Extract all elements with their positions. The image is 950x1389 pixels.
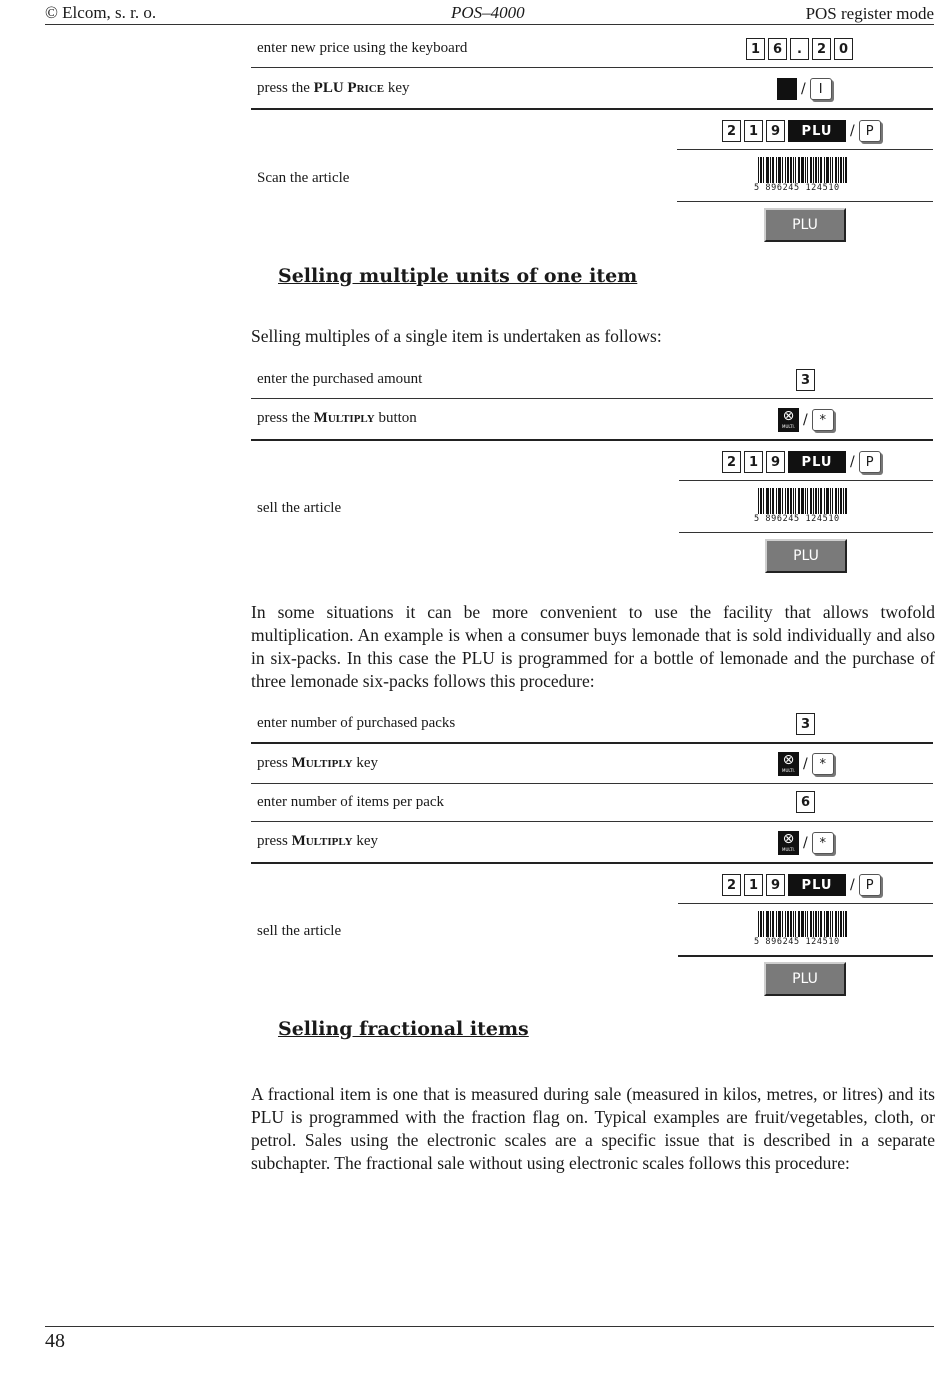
step-label: enter new price using the keyboard	[257, 40, 468, 56]
step-enter-packs	[251, 713, 933, 741]
key-1: 1	[744, 120, 763, 142]
key-p: P	[859, 451, 881, 473]
key-star: *	[812, 832, 834, 854]
key-2: 2	[722, 120, 741, 142]
key-6: 6	[768, 38, 787, 60]
plu-button-icon: PLU	[765, 539, 847, 573]
divider	[677, 201, 933, 202]
key-2: 2	[722, 451, 741, 473]
divider	[251, 108, 933, 110]
barcode-bars	[758, 488, 848, 516]
barcode-digits: 5 896245 124510	[754, 937, 850, 947]
divider	[679, 480, 933, 481]
divider	[251, 398, 933, 399]
article-keys: 2 1 9 PLU / P	[722, 451, 881, 473]
paragraph: A fractional item is one that is measured during sale (measured in kilos, metres, or litres) and its PLU is programmed with the fraction flag on. Typical examples are fruit/vegetables, cloth, or petrol. Sales using the electronic scales are a specific issue that is described in a separate subchapter. The fractional sale without using electronic scales follows this procedure:	[251, 1084, 935, 1173]
key-0: 0	[834, 38, 853, 60]
multiply-key-icon: ⊗ MULTI.	[778, 408, 799, 432]
step-label: press the PLU Price key	[257, 80, 410, 96]
key-p: P	[859, 120, 881, 142]
barcode-icon	[754, 488, 850, 526]
header-product: POS–4000	[451, 3, 525, 22]
article-keys: 2 1 9 PLU / P	[722, 120, 881, 142]
key-3: 3	[796, 369, 815, 391]
key-star: *	[812, 409, 834, 431]
header-copyright: © Elcom, s. r. o.	[45, 3, 157, 22]
key-2: 2	[722, 874, 741, 896]
barcode-digits: 5 896245 124510	[754, 183, 850, 193]
multiply-key-icon: ⊗ MULTI.	[778, 831, 799, 855]
key-3: 3	[796, 713, 815, 735]
qty-key	[796, 713, 815, 735]
step-label: enter number of items per pack	[257, 794, 445, 810]
step-label: press Multiply key	[257, 833, 379, 849]
step-label: press the Multiply button	[257, 410, 417, 426]
divider	[678, 903, 933, 904]
step-label: enter number of purchased packs	[257, 715, 456, 731]
divider	[251, 742, 933, 744]
divider	[677, 149, 933, 150]
qty-key	[796, 369, 815, 391]
barcode-icon	[754, 157, 850, 195]
divider	[679, 532, 933, 533]
plu-price-key-icon	[777, 78, 797, 100]
key-2: 2	[812, 38, 831, 60]
key-star: *	[812, 753, 834, 775]
step-enter-amount	[251, 369, 933, 395]
key-plu: PLU	[788, 874, 846, 896]
page-header	[45, 2, 934, 25]
key-dot: .	[790, 38, 809, 60]
multiply-key-icon: ⊗ MULTI.	[778, 752, 799, 776]
key-9: 9	[766, 120, 785, 142]
key-plu: PLU	[788, 120, 846, 142]
qty-key	[796, 791, 815, 813]
header-section: POS register mode	[805, 4, 934, 23]
divider	[678, 955, 933, 957]
paragraph: Selling multiples of a single item is undertaken as follows:	[251, 326, 662, 346]
key-1: 1	[746, 38, 765, 60]
divider	[251, 862, 933, 864]
step-label: sell the article	[257, 500, 342, 516]
barcode-bars	[758, 157, 848, 185]
step-label: Scan the article	[257, 170, 350, 186]
divider	[251, 783, 933, 784]
step-enter-items	[251, 792, 933, 820]
key-9: 9	[766, 874, 785, 896]
barcode-icon	[754, 911, 850, 949]
article-keys: 2 1 9 PLU / P	[722, 874, 881, 896]
step-label: enter the purchased amount	[257, 371, 423, 387]
barcode-digits: 5 896245 124510	[754, 514, 850, 524]
divider	[251, 67, 933, 68]
section-heading: Selling multiple units of one item	[278, 265, 638, 287]
plu-button-icon: PLU	[764, 208, 846, 242]
step-label: press Multiply key	[257, 755, 379, 771]
paragraph: In some situations it can be more convenient to use the facility that allows twofold multiplication. An example is when a consumer buys lemonade that is sold individually and also in six-packs. In this case the PLU is programmed for a bottle of lemonade and the purchase of three lemonade six-packs follows this procedure:	[251, 602, 935, 691]
multiply-keys: ⊗ MULTI. / *	[778, 408, 834, 432]
key-1: 1	[744, 874, 763, 896]
multiply-keys: ⊗ MULTI. / *	[778, 752, 834, 776]
key-plu: PLU	[788, 451, 846, 473]
key-1: 1	[744, 451, 763, 473]
key-9: 9	[766, 451, 785, 473]
plu-price-keys: / I	[777, 78, 832, 100]
key-6: 6	[796, 791, 815, 813]
page-number: 48	[45, 1330, 65, 1352]
section-heading: Selling fractional items	[278, 1018, 529, 1040]
barcode-bars	[758, 911, 848, 939]
divider	[251, 821, 933, 822]
key-p: P	[859, 874, 881, 896]
divider	[251, 439, 933, 441]
multiply-keys: ⊗ MULTI. / *	[778, 831, 834, 855]
price-keys	[746, 38, 853, 60]
plu-button-icon: PLU	[764, 962, 846, 996]
footer-rule	[45, 1326, 934, 1327]
key-i: I	[810, 78, 832, 100]
step-label: sell the article	[257, 923, 342, 939]
